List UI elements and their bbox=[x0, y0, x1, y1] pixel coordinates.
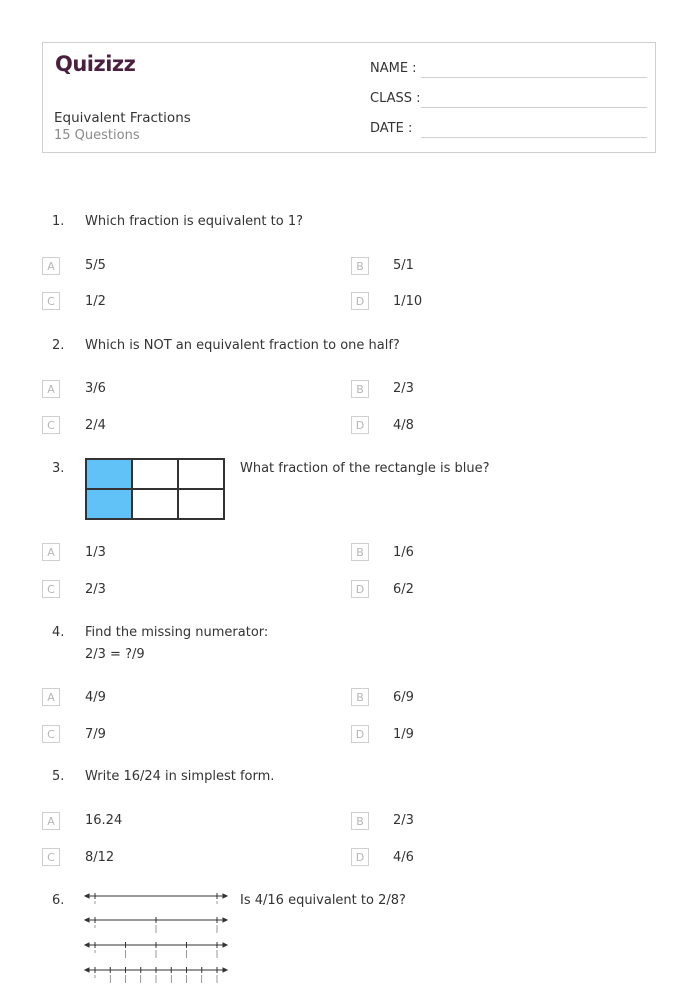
quizizz-logo: Quizizz bbox=[55, 52, 136, 76]
option-letter: A bbox=[42, 380, 60, 398]
option-text: 4/8 bbox=[393, 418, 414, 433]
option-text: 2/4 bbox=[85, 418, 106, 433]
rect-cell bbox=[178, 489, 224, 519]
option-letter: A bbox=[42, 688, 60, 706]
option-letter: A bbox=[42, 543, 60, 561]
option-text: 4/6 bbox=[393, 850, 414, 865]
option-text: 6/2 bbox=[393, 582, 414, 597]
option-text: 1/9 bbox=[393, 727, 414, 742]
option-letter: C bbox=[42, 725, 60, 743]
option-letter: B bbox=[351, 812, 369, 830]
question-5-number: 5. bbox=[52, 769, 65, 784]
option-letter: D bbox=[351, 416, 369, 434]
question-6-text: Is 4/16 equivalent to 2/8? bbox=[240, 893, 406, 908]
rect-cell-shaded bbox=[86, 459, 132, 489]
rect-cell-shaded bbox=[86, 489, 132, 519]
option-text: 8/12 bbox=[85, 850, 115, 865]
option-text: 5/1 bbox=[393, 258, 414, 273]
question-2-number: 2. bbox=[52, 338, 65, 353]
question-3-text: What fraction of the rectangle is blue? bbox=[240, 461, 490, 476]
rect-cell bbox=[178, 459, 224, 489]
question-1-number: 1. bbox=[52, 214, 65, 229]
option-text: 1/2 bbox=[85, 294, 106, 309]
class-label: CLASS : bbox=[370, 91, 421, 106]
option-text: 1/10 bbox=[393, 294, 423, 309]
option-text: 2/3 bbox=[85, 582, 106, 597]
option-letter: C bbox=[42, 848, 60, 866]
worksheet-header bbox=[42, 42, 656, 153]
option-text: 1/6 bbox=[393, 545, 414, 560]
option-letter: C bbox=[42, 292, 60, 310]
option-text: 3/6 bbox=[85, 381, 106, 396]
option-text: 5/5 bbox=[85, 258, 106, 273]
question-1-text: Which fraction is equivalent to 1? bbox=[85, 214, 304, 229]
option-letter: D bbox=[351, 725, 369, 743]
class-field[interactable] bbox=[421, 107, 647, 108]
question-4-text: Find the missing numerator: bbox=[85, 625, 269, 640]
question-5-text: Write 16/24 in simplest form. bbox=[85, 769, 275, 784]
option-letter: D bbox=[351, 580, 369, 598]
option-letter: A bbox=[42, 812, 60, 830]
option-letter: B bbox=[351, 380, 369, 398]
question-6-number: 6. bbox=[52, 893, 65, 908]
option-text: 16.24 bbox=[85, 813, 123, 828]
worksheet-title: Equivalent Fractions bbox=[54, 110, 191, 126]
option-letter: B bbox=[351, 257, 369, 275]
question-4-number: 4. bbox=[52, 625, 65, 640]
option-text: 1/3 bbox=[85, 545, 106, 560]
option-letter: D bbox=[351, 848, 369, 866]
option-text: 7/9 bbox=[85, 727, 106, 742]
question-2-text: Which is NOT an equivalent fraction to one half? bbox=[85, 338, 400, 353]
option-letter: B bbox=[351, 688, 369, 706]
fraction-rectangle bbox=[85, 458, 225, 520]
option-letter: C bbox=[42, 580, 60, 598]
option-text: 6/9 bbox=[393, 690, 414, 705]
option-text: 2/3 bbox=[393, 381, 414, 396]
question-count: 15 Questions bbox=[54, 128, 140, 143]
option-text: 4/9 bbox=[85, 690, 106, 705]
option-letter: D bbox=[351, 292, 369, 310]
option-letter: A bbox=[42, 257, 60, 275]
rect-cell bbox=[132, 489, 178, 519]
date-field[interactable] bbox=[421, 137, 647, 138]
question-3-number: 3. bbox=[52, 461, 65, 476]
question-4-equation: 2/3 = ?/9 bbox=[85, 647, 145, 662]
rect-cell bbox=[132, 459, 178, 489]
option-letter: B bbox=[351, 543, 369, 561]
option-letter: C bbox=[42, 416, 60, 434]
name-label: NAME : bbox=[370, 61, 417, 76]
name-field[interactable] bbox=[421, 77, 647, 78]
date-label: DATE : bbox=[370, 121, 413, 136]
option-text: 2/3 bbox=[393, 813, 414, 828]
number-lines-figure bbox=[83, 888, 229, 988]
